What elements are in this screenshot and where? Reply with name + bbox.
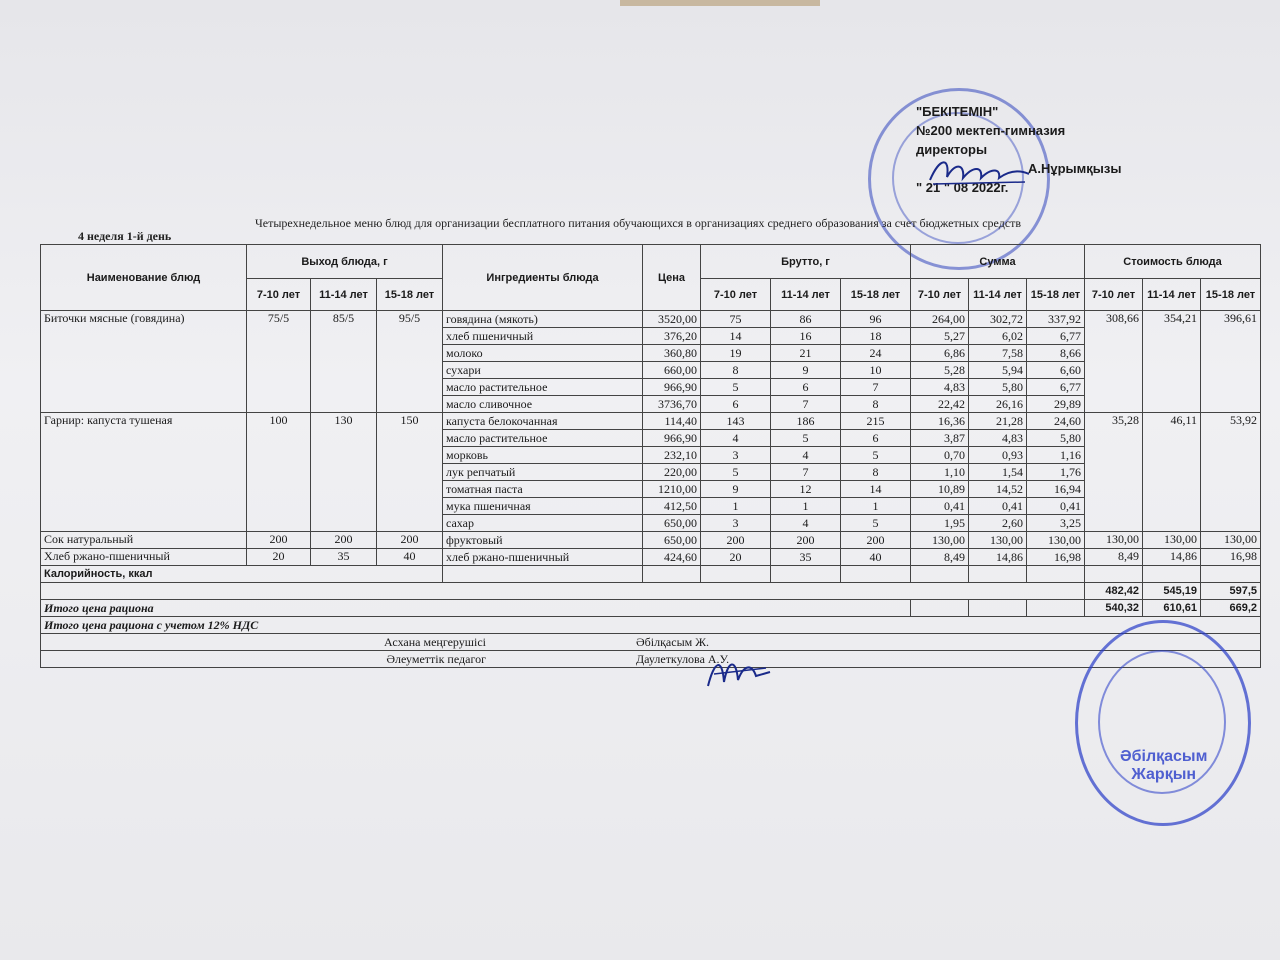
ration-total-age3: 669,2 [1201, 600, 1261, 617]
ingredient-sum: 5,94 [969, 362, 1027, 379]
ingredient-price: 650,00 [643, 532, 701, 549]
approval-director: А.Нұрымқызы [1028, 161, 1122, 176]
signature-role-2: Әлеуметтік педагог [386, 651, 486, 666]
signature-row-2 [41, 651, 1261, 668]
ingredient-brutto: 7 [841, 379, 911, 396]
dish-yield: 40 [377, 549, 443, 566]
table-row [41, 311, 1261, 328]
stamp-line-1: Әбілқасым [1120, 748, 1208, 765]
ingredient-sum: 14,52 [969, 481, 1027, 498]
ingredient-sum: 14,86 [969, 549, 1027, 566]
ingredient-brutto: 8 [841, 464, 911, 481]
menu-table [40, 244, 1261, 726]
header-yield-age3: 15-18 лет [377, 279, 443, 311]
ingredient-brutto: 18 [841, 328, 911, 345]
dish-name: Гарнир: капуста тушеная [41, 413, 247, 532]
ingredient-sum: 5,80 [1027, 430, 1085, 447]
ingredient-price: 232,10 [643, 447, 701, 464]
header-sum-age2: 11-14 лет [969, 279, 1027, 311]
ingredient-sum: 1,54 [969, 464, 1027, 481]
dish-name: Биточки мясные (говядина) [41, 311, 247, 413]
ingredient-brutto: 7 [771, 464, 841, 481]
dish-cost: 308,66 [1085, 311, 1143, 413]
ingredient-brutto: 200 [771, 532, 841, 549]
ingredient-name: масло сливочное [443, 396, 643, 413]
ingredient-brutto: 9 [701, 481, 771, 498]
header-cost-age2: 11-14 лет [1143, 279, 1201, 311]
ingredient-brutto: 5 [701, 464, 771, 481]
ingredient-name: томатная паста [443, 481, 643, 498]
subtotal-age3: 597,5 [1201, 583, 1261, 600]
ingredient-sum: 1,95 [911, 515, 969, 532]
signature-name-2: Даулеткулова А.У. [636, 651, 730, 666]
dish-yield: 200 [247, 532, 311, 549]
ingredient-sum: 5,80 [969, 379, 1027, 396]
ingredient-sum: 16,98 [1027, 549, 1085, 566]
dish-yield: 130 [311, 413, 377, 532]
stamp-line-2: Жарқын [1131, 766, 1197, 783]
ingredient-brutto: 5 [841, 515, 911, 532]
director-signature [925, 152, 1035, 192]
ingredient-brutto: 7 [771, 396, 841, 413]
header-brutto: Брутто, г [701, 245, 911, 279]
ingredient-brutto: 200 [701, 532, 771, 549]
ingredient-sum: 1,16 [1027, 447, 1085, 464]
ingredient-brutto: 14 [701, 328, 771, 345]
ingredient-brutto: 1 [771, 498, 841, 515]
ingredient-brutto: 1 [841, 498, 911, 515]
ingredient-price: 660,00 [643, 362, 701, 379]
ingredient-price: 360,80 [643, 345, 701, 362]
ingredient-brutto: 8 [841, 396, 911, 413]
ingredient-brutto: 215 [841, 413, 911, 430]
ingredient-sum: 337,92 [1027, 311, 1085, 328]
dish-cost: 14,86 [1143, 549, 1201, 566]
ingredient-price: 424,60 [643, 549, 701, 566]
ingredient-name: хлеб пшеничный [443, 328, 643, 345]
ingredient-sum: 1,76 [1027, 464, 1085, 481]
ingredient-name: масло растительное [443, 430, 643, 447]
ingredient-sum: 130,00 [969, 532, 1027, 549]
header-sum-age1: 7-10 лет [911, 279, 969, 311]
ingredient-brutto: 35 [771, 549, 841, 566]
canteen-stamp-text [1120, 748, 1207, 784]
header-yield: Выход блюда, г [247, 245, 443, 279]
ingredient-sum: 7,58 [969, 345, 1027, 362]
header-dish: Наименование блюд [41, 245, 247, 311]
ingredient-name: лук репчатый [443, 464, 643, 481]
dish-cost: 53,92 [1201, 413, 1261, 532]
dish-cost: 35,28 [1085, 413, 1143, 532]
ingredient-sum: 0,41 [911, 498, 969, 515]
week-label: 4 неделя 1-й день [78, 229, 172, 243]
ingredient-name: сухари [443, 362, 643, 379]
ingredient-brutto: 16 [771, 328, 841, 345]
ingredient-sum: 3,25 [1027, 515, 1085, 532]
ingredient-name: сахар [443, 515, 643, 532]
ingredient-price: 966,90 [643, 379, 701, 396]
header-yield-age2: 11-14 лет [311, 279, 377, 311]
approval-date: " 21 " 08 2022г. [916, 180, 1009, 195]
signature-name-1: Әбілқасым Ж. [636, 634, 709, 649]
ingredient-price: 1210,00 [643, 481, 701, 498]
ingredient-brutto: 6 [841, 430, 911, 447]
ingredient-brutto: 21 [771, 345, 841, 362]
ingredient-sum: 16,94 [1027, 481, 1085, 498]
dish-yield: 95/5 [377, 311, 443, 413]
dish-name: Сок натуральный [41, 532, 247, 549]
ingredient-brutto: 186 [771, 413, 841, 430]
approval-position: директоры [916, 142, 988, 157]
ingredient-sum: 0,70 [911, 447, 969, 464]
subtotal-age1: 482,42 [1085, 583, 1143, 600]
ingredient-sum: 21,28 [969, 413, 1027, 430]
signature-role-1: Асхана меңгерушісі [384, 634, 486, 649]
ingredient-brutto: 5 [771, 430, 841, 447]
ration-total-age2: 610,61 [1143, 600, 1201, 617]
ingredient-name: мука пшеничная [443, 498, 643, 515]
ingredient-brutto: 3 [701, 515, 771, 532]
dish-name: Хлеб ржано-пшеничный [41, 549, 247, 566]
header-cost: Стоимость блюда [1085, 245, 1261, 279]
table-row [41, 413, 1261, 430]
top-edge [620, 0, 820, 6]
ingredient-sum: 0,41 [969, 498, 1027, 515]
ingredient-sum: 1,10 [911, 464, 969, 481]
ingredient-sum: 2,60 [969, 515, 1027, 532]
ingredient-name: говядина (мякоть) [443, 311, 643, 328]
dish-yield: 200 [311, 532, 377, 549]
ingredient-name: хлеб ржано-пшеничный [443, 549, 643, 566]
header-sum: Сумма [911, 245, 1085, 279]
dish-yield: 150 [377, 413, 443, 532]
ingredient-brutto: 3 [701, 447, 771, 464]
dish-cost: 8,49 [1085, 549, 1143, 566]
header-price: Цена [643, 245, 701, 311]
ingredient-name: морковь [443, 447, 643, 464]
ingredient-name: масло растительное [443, 379, 643, 396]
ingredient-brutto: 24 [841, 345, 911, 362]
ingredient-name: капуста белокочанная [443, 413, 643, 430]
ingredient-brutto: 200 [841, 532, 911, 549]
ingredient-sum: 16,36 [911, 413, 969, 430]
ingredient-brutto: 5 [841, 447, 911, 464]
dish-cost: 396,61 [1201, 311, 1261, 413]
ingredient-sum: 3,87 [911, 430, 969, 447]
ingredient-name: фруктовый [443, 532, 643, 549]
ingredient-brutto: 5 [701, 379, 771, 396]
ingredient-price: 966,90 [643, 430, 701, 447]
menu-caption: Четырехнедельное меню блюд для организации бесплатного питания обучающихся в организациях среднего образования за счет бюджетных средств [255, 216, 1022, 230]
ingredient-brutto: 86 [771, 311, 841, 328]
ingredient-brutto: 143 [701, 413, 771, 430]
header-cost-age1: 7-10 лет [1085, 279, 1143, 311]
ingredient-brutto: 6 [771, 379, 841, 396]
ingredient-sum: 8,66 [1027, 345, 1085, 362]
ingredient-brutto: 10 [841, 362, 911, 379]
calories-label: Калорийность, ккал [41, 566, 443, 583]
dish-cost: 46,11 [1143, 413, 1201, 532]
ingredient-brutto: 19 [701, 345, 771, 362]
dish-yield: 100 [247, 413, 311, 532]
approval-title: "БЕКІТЕМІН" [916, 104, 999, 119]
table-row [41, 532, 1261, 549]
ingredient-sum: 130,00 [1027, 532, 1085, 549]
ingredient-brutto: 14 [841, 481, 911, 498]
dish-yield: 200 [377, 532, 443, 549]
table-row [41, 549, 1261, 566]
ingredient-brutto: 1 [701, 498, 771, 515]
header-cost-age3: 15-18 лет [1201, 279, 1261, 311]
approval-school: №200 мектеп-гимназия [916, 123, 1066, 138]
ingredient-sum: 6,02 [969, 328, 1027, 345]
ingredient-sum: 5,28 [911, 362, 969, 379]
ingredient-sum: 10,89 [911, 481, 969, 498]
header-ingredients: Ингредиенты блюда [443, 245, 643, 311]
ingredient-sum: 26,16 [969, 396, 1027, 413]
ingredient-sum: 6,86 [911, 345, 969, 362]
signature-row-1 [41, 634, 1261, 651]
ingredient-sum: 5,27 [911, 328, 969, 345]
dish-cost: 130,00 [1143, 532, 1201, 549]
ingredient-sum: 264,00 [911, 311, 969, 328]
ingredient-sum: 22,42 [911, 396, 969, 413]
ingredient-price: 376,20 [643, 328, 701, 345]
staff-signature [704, 652, 774, 692]
ingredient-sum: 6,60 [1027, 362, 1085, 379]
header-brutto-age3: 15-18 лет [841, 279, 911, 311]
ingredient-sum: 6,77 [1027, 379, 1085, 396]
ingredient-price: 220,00 [643, 464, 701, 481]
ingredient-sum: 29,89 [1027, 396, 1085, 413]
ingredient-sum: 0,93 [969, 447, 1027, 464]
dish-yield: 35 [311, 549, 377, 566]
dish-cost: 130,00 [1085, 532, 1143, 549]
ingredient-price: 650,00 [643, 515, 701, 532]
ingredient-brutto: 75 [701, 311, 771, 328]
header-sum-age3: 15-18 лет [1027, 279, 1085, 311]
ingredient-name: молоко [443, 345, 643, 362]
ingredient-sum: 6,77 [1027, 328, 1085, 345]
ingredient-brutto: 96 [841, 311, 911, 328]
ingredient-price: 3736,70 [643, 396, 701, 413]
ingredient-sum: 24,60 [1027, 413, 1085, 430]
ingredient-sum: 4,83 [969, 430, 1027, 447]
ingredient-price: 114,40 [643, 413, 701, 430]
header-brutto-age2: 11-14 лет [771, 279, 841, 311]
ingredient-brutto: 4 [771, 515, 841, 532]
ingredient-brutto: 6 [701, 396, 771, 413]
ingredient-brutto: 4 [701, 430, 771, 447]
ingredient-brutto: 40 [841, 549, 911, 566]
ingredient-price: 3520,00 [643, 311, 701, 328]
ingredient-brutto: 9 [771, 362, 841, 379]
ingredient-brutto: 8 [701, 362, 771, 379]
ingredient-sum: 130,00 [911, 532, 969, 549]
dish-cost: 16,98 [1201, 549, 1261, 566]
dish-yield: 85/5 [311, 311, 377, 413]
ration-vat-label: Итого цена рациона с учетом 12% НДС [41, 617, 1261, 634]
ingredient-sum: 302,72 [969, 311, 1027, 328]
ingredient-sum: 0,41 [1027, 498, 1085, 515]
ingredient-sum: 8,49 [911, 549, 969, 566]
ration-total-label: Итого цена рациона [41, 600, 911, 617]
ingredient-sum: 4,83 [911, 379, 969, 396]
header-brutto-age1: 7-10 лет [701, 279, 771, 311]
subtotal-age2: 545,19 [1143, 583, 1201, 600]
ingredient-price: 412,50 [643, 498, 701, 515]
header-yield-age1: 7-10 лет [247, 279, 311, 311]
ingredient-brutto: 4 [771, 447, 841, 464]
ingredient-brutto: 20 [701, 549, 771, 566]
dish-cost: 354,21 [1143, 311, 1201, 413]
ingredient-brutto: 12 [771, 481, 841, 498]
dish-cost: 130,00 [1201, 532, 1261, 549]
dish-yield: 20 [247, 549, 311, 566]
ration-total-age1: 540,32 [1085, 600, 1143, 617]
dish-yield: 75/5 [247, 311, 311, 413]
